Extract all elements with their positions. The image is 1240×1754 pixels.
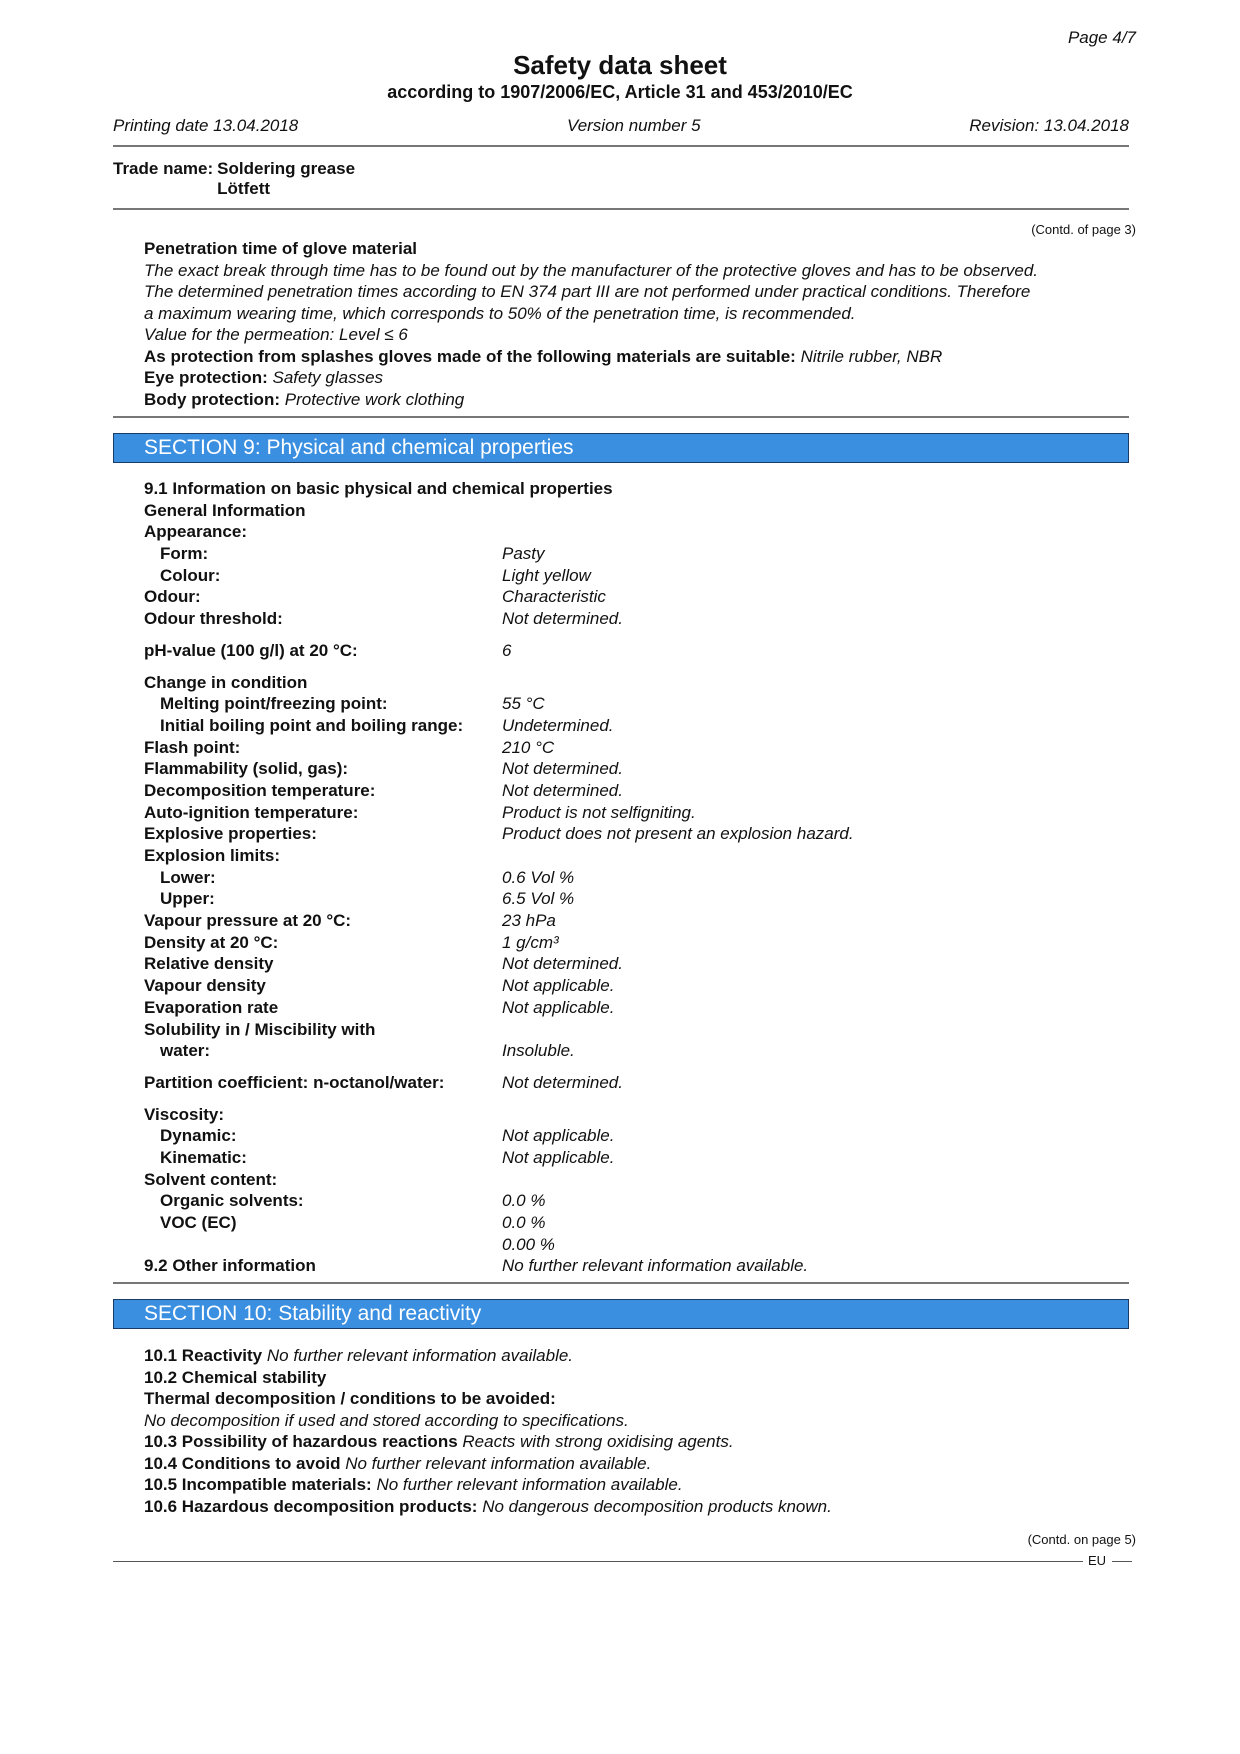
- eye-label: Eye protection:: [144, 368, 268, 387]
- property-row: [144, 1234, 1134, 1256]
- property-row: [144, 910, 1134, 932]
- property-row: [144, 1125, 1134, 1147]
- property-row: [144, 1019, 1134, 1041]
- property-value: Characteristic: [502, 587, 606, 607]
- divider: [113, 1282, 1129, 1284]
- row-spacer: [144, 630, 1134, 640]
- property-value: Pasty: [502, 544, 545, 564]
- property-label: Solubility in / Miscibility with: [144, 1019, 376, 1039]
- footer-divider: [113, 1561, 1083, 1562]
- property-row: [144, 1190, 1134, 1212]
- penetration-text-line: a maximum wearing time, which corresponds to 50% of the penetration time, is recommended.: [144, 303, 856, 323]
- property-row: [144, 478, 1134, 500]
- incompatible-value: No further relevant information available.: [376, 1475, 683, 1494]
- property-label: Auto-ignition temperature:: [144, 802, 359, 822]
- property-row: [144, 932, 1134, 954]
- incompatible-materials: [144, 1474, 1134, 1496]
- document-title: Safety data sheet: [513, 50, 727, 80]
- trade-name-label: Trade name:: [113, 159, 214, 178]
- section10-header: SECTION 10: Stability and reactivity: [113, 1299, 1129, 1329]
- document-subtitle: according to 1907/2006/EC, Article 31 and 453/2010/EC: [387, 82, 853, 102]
- property-label: Initial boiling point and boiling range:: [160, 715, 464, 735]
- conditions-label: 10.4 Conditions to avoid: [144, 1453, 341, 1473]
- continued-on: (Contd. on page 5): [1027, 1532, 1136, 1547]
- property-label: Melting point/freezing point:: [160, 694, 388, 714]
- property-value: Light yellow: [502, 565, 591, 585]
- incompatible-label: 10.5 Incompatible materials:: [144, 1475, 372, 1494]
- property-value: Not applicable.: [502, 997, 615, 1017]
- property-label: Appearance:: [144, 522, 247, 542]
- property-label: [144, 1234, 502, 1256]
- property-row: [144, 1104, 1134, 1126]
- property-value: Not applicable.: [502, 1126, 615, 1146]
- penetration-text-line: The exact break through time has to be found out by the manufacturer of the protective gloves and has to be observed.: [144, 260, 1038, 280]
- property-row: [144, 608, 1134, 630]
- splash-label: As protection from splashes gloves made of the following materials are suitable:: [144, 346, 796, 366]
- property-row: [144, 802, 1134, 824]
- property-value: Product is not selfigniting.: [502, 802, 696, 822]
- eye-value: Safety glasses: [272, 368, 384, 387]
- penetration-heading: Penetration time of glove material: [144, 239, 418, 258]
- hazardous-reactions: [144, 1431, 1134, 1453]
- property-label: Vapour pressure at 20 °C:: [144, 911, 352, 931]
- property-label: Partition coefficient: n-octanol/water:: [144, 1072, 445, 1092]
- property-label: Change in condition: [144, 672, 308, 692]
- property-label: 9.2 Other information: [144, 1256, 316, 1276]
- property-value: No further relevant information available.: [502, 1256, 809, 1276]
- property-label: Decomposition temperature:: [144, 780, 376, 800]
- conditions-value: No further relevant information available.: [345, 1453, 652, 1473]
- property-row: [144, 780, 1134, 802]
- property-row: [144, 500, 1134, 522]
- property-value: Not determined.: [502, 609, 623, 629]
- property-value: 210 °C: [502, 737, 555, 757]
- property-label: Form:: [160, 544, 209, 564]
- property-label: Viscosity:: [144, 1104, 225, 1124]
- trade-name-secondary: Lötfett: [217, 179, 271, 198]
- property-label: Odour threshold:: [144, 609, 283, 629]
- hazardous-reactions-value: Reacts with strong oxidising agents.: [462, 1432, 734, 1451]
- footer-divider: [1112, 1561, 1132, 1562]
- property-value: 0.6 Vol %: [502, 867, 575, 887]
- hazardous-decomposition: [144, 1496, 1134, 1518]
- section9-properties: [144, 478, 1134, 1277]
- property-label: Odour:: [144, 587, 201, 607]
- property-value: Not applicable.: [502, 976, 615, 996]
- revision-date: Revision: 13.04.2018: [969, 116, 1129, 135]
- decomposition-label: 10.6 Hazardous decomposition products:: [144, 1496, 478, 1516]
- version-number: Version number 5: [566, 116, 701, 135]
- property-row: [144, 640, 1134, 662]
- thermal-decomposition-value: No decomposition if used and stored according to specifications.: [144, 1410, 629, 1430]
- document-meta: [113, 116, 1129, 136]
- property-value: Not determined.: [502, 1072, 623, 1092]
- property-value: 1 g/cm³: [502, 932, 559, 952]
- property-label: Lower:: [160, 867, 216, 887]
- property-label: Density at 20 °C:: [144, 932, 279, 952]
- property-row: [144, 888, 1134, 910]
- property-label: Kinematic:: [160, 1147, 247, 1167]
- property-label: General Information: [144, 500, 306, 520]
- hazardous-reactions-label: 10.3 Possibility of hazardous reactions: [144, 1432, 458, 1451]
- property-row: [144, 586, 1134, 608]
- property-row: [144, 1212, 1134, 1234]
- property-row: [144, 737, 1134, 759]
- continued-from: (Contd. of page 3): [1031, 222, 1136, 237]
- property-value: Undetermined.: [502, 715, 614, 735]
- property-label: Explosive properties:: [144, 824, 317, 844]
- property-row: [144, 565, 1134, 587]
- permeation-value: Value for the permeation: Level ≤ 6: [144, 325, 408, 344]
- section8-continuation: [144, 238, 1134, 410]
- property-row: [144, 1040, 1134, 1062]
- property-value: 23 hPa: [502, 911, 556, 931]
- trade-name: [113, 159, 355, 199]
- thermal-decomposition-label: Thermal decomposition / conditions to be avoided:: [144, 1389, 556, 1408]
- property-value: 55 °C: [502, 694, 545, 714]
- row-spacer: [144, 1062, 1134, 1072]
- section10-content: [144, 1345, 1134, 1517]
- property-value: Not determined.: [502, 780, 623, 800]
- property-row: [144, 975, 1134, 997]
- row-spacer: [144, 662, 1134, 672]
- body-label: Body protection:: [144, 389, 280, 409]
- property-value: Insoluble.: [502, 1041, 575, 1061]
- property-value: Not applicable.: [502, 1147, 615, 1167]
- property-value: 0.0 %: [502, 1213, 546, 1232]
- page-number: Page 4/7: [1067, 28, 1136, 47]
- property-label: 9.1 Information on basic physical and chemical properties: [144, 479, 613, 498]
- property-value: Not determined.: [502, 954, 623, 974]
- property-value: Product does not present an explosion hazard.: [502, 824, 854, 844]
- property-row: [144, 521, 1134, 543]
- property-label: Explosion limits:: [144, 846, 281, 865]
- property-row: [144, 823, 1134, 845]
- property-label: Colour:: [160, 565, 221, 585]
- divider: [113, 208, 1129, 210]
- penetration-text-line: The determined penetration times according to EN 374 part III are not performed under practical conditions. Therefore: [144, 282, 1031, 301]
- eye-protection: [144, 367, 1134, 389]
- property-label: Upper:: [160, 889, 215, 909]
- property-row: [144, 867, 1134, 889]
- property-row: [144, 1072, 1134, 1094]
- property-value: 0.0 %: [502, 1191, 546, 1211]
- property-value: 6: [502, 640, 512, 660]
- property-label: pH-value (100 g/l) at 20 °C:: [144, 640, 358, 660]
- property-value: 6.5 Vol %: [502, 889, 575, 909]
- body-protection: [144, 389, 1134, 411]
- property-label: Vapour density: [144, 976, 266, 996]
- splash-protection: [144, 346, 1134, 368]
- row-spacer: [144, 1094, 1134, 1104]
- divider: [113, 145, 1129, 147]
- reactivity-value: No further relevant information available.: [266, 1346, 574, 1365]
- property-row: [144, 953, 1134, 975]
- trade-name-primary: Soldering grease: [217, 159, 356, 178]
- property-row: [144, 672, 1134, 694]
- conditions-to-avoid: [144, 1453, 1134, 1475]
- property-label: Flammability (solid, gas):: [144, 759, 349, 779]
- property-label: Relative density: [144, 954, 274, 974]
- splash-value: Nitrile rubber, NBR: [800, 346, 943, 366]
- property-label: VOC (EC): [160, 1213, 237, 1232]
- printing-date: Printing date 13.04.2018: [113, 116, 299, 135]
- reactivity: [144, 1345, 1134, 1367]
- divider: [113, 416, 1129, 418]
- property-row: [144, 1147, 1134, 1169]
- property-label: Evaporation rate: [144, 997, 279, 1017]
- property-row: [144, 997, 1134, 1019]
- property-row: [144, 1169, 1134, 1191]
- property-row: [144, 1255, 1134, 1277]
- property-row: [144, 758, 1134, 780]
- property-row: [144, 715, 1134, 737]
- property-value: 0.00 %: [502, 1234, 555, 1254]
- property-label: Dynamic:: [160, 1126, 237, 1146]
- property-label: Organic solvents:: [160, 1191, 304, 1211]
- property-label: water:: [160, 1041, 211, 1061]
- reactivity-label: 10.1 Reactivity: [144, 1346, 263, 1365]
- property-label: Flash point:: [144, 737, 241, 757]
- property-row: [144, 845, 1134, 867]
- section9-header: SECTION 9: Physical and chemical properties: [113, 433, 1129, 463]
- region-label: EU: [1088, 1553, 1107, 1568]
- body-value: Protective work clothing: [284, 389, 465, 409]
- property-label: Solvent content:: [144, 1169, 278, 1189]
- decomposition-value: No dangerous decomposition products known.: [482, 1496, 832, 1516]
- property-row: [144, 693, 1134, 715]
- property-row: [144, 543, 1134, 565]
- property-value: Not determined.: [502, 759, 623, 779]
- chemical-stability-label: 10.2 Chemical stability: [144, 1367, 327, 1387]
